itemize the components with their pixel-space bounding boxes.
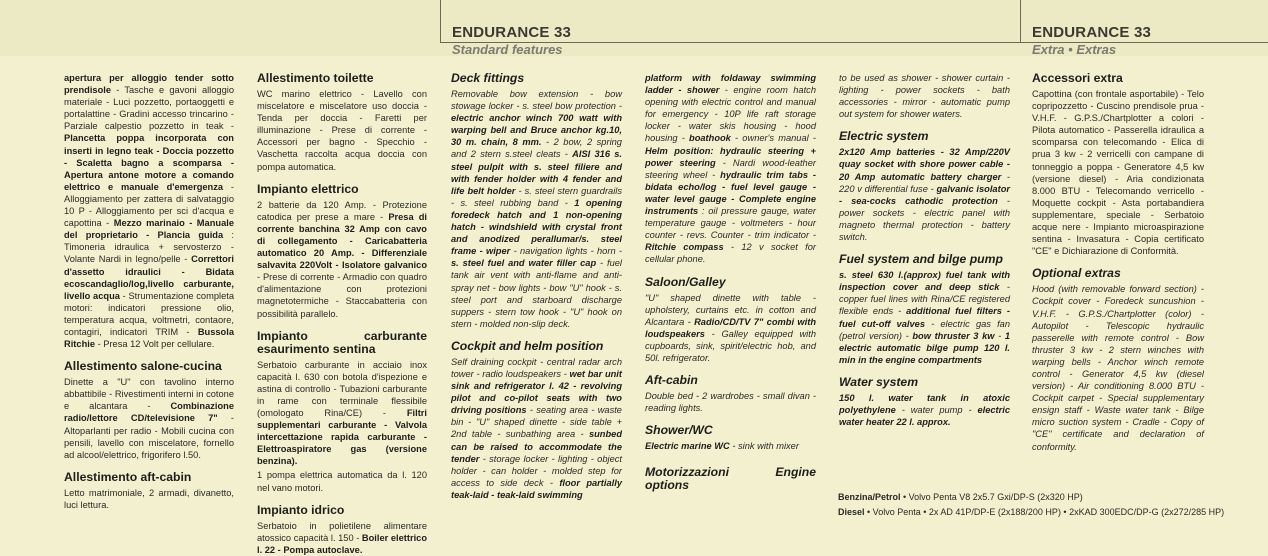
brand-subtitle-right: Extra • Extras	[1032, 42, 1117, 57]
heading-accessori-extra: Accessori extra	[1032, 71, 1123, 85]
col1-paragraph-3: Letto matrimoniale, 2 armadi, divanetto, luci lettura.	[64, 487, 234, 510]
engine-row-petrol: Benzina/Petrol • Volvo Penta V8 2x5.7 Gxi/DP-S (2x320 HP)	[838, 492, 1083, 502]
col6-paragraph-2: Hood (with removable forward section) - Cockpit cover - Foredeck suncushion - V.H.F. - G.P.S./Chartplotter (color) - Autopilot - Telescopic hydraulic passerelle with remote control - Bow thruster 3 kw - 2 stern winches with warping bells - Anchor winch remote control - Generator 4,5 kw (diesel version) - Air conditioning 8.000 BTU - Cockpit carpet - Special supplementary ensign staff - Waste water tank - Bilge micro suction system - Cradle - Copy of "CE" certificate and declaration of conformity.	[1032, 284, 1204, 452]
heading-engine-options: Motorizzazioni Engine options	[645, 465, 816, 493]
header-divider-left	[440, 0, 441, 42]
col6-paragraph-1: Capottina (con frontale asportabile) - Telo copripozzetto - Cuscino prendisole prua - V.H.F. - G.P.S./Chartplotter a colori - Pilota automatico - Passerella idraulica a scomparsa con telecomando - Elica di prua 3 kw - 2 verricelli con campane di tonneggio a poppa - Generatore 4,5 kw (versione diesel) - Aria condizionata 8.000 BTU - Telecomando verricello - Moquette cockpit - Asta portabandiera supplementare, speciale - Serbatoio acque nere - Impianto microaspirazione sentina - Invasatura - Copia certificato "CE" e Dichiarazione di Conformità.	[1032, 89, 1204, 257]
heading-saloon-galley: Saloon/Galley	[645, 274, 726, 289]
heading-optional-extras: Optional extras	[1032, 266, 1121, 281]
brand-title-right: ENDURANCE 33	[1032, 24, 1152, 41]
col3-paragraph-2: Self draining cockpit - central radar arch tower - radio loudspeakers - wet bar unit sink and refrigerator l. 42 - revolving pilot and co-pilot seats with two driving positions - seating area - waste bin - "U" shaped dinette - side table + 2nd table - sunbathing area - sunbed can be raised to accommodate the tender - storage locker - lighting - object holder - can holder - molded step for access to side deck - floor partially teak-laid - teak-laid swimming	[451, 356, 622, 500]
col2-paragraph-3b: 1 pompa elettrica automatica da l. 120 nel vano motori.	[257, 470, 427, 493]
header-divider-right	[1020, 0, 1021, 42]
col1-paragraph-1: apertura per alloggio tender sotto prendisole - Tasche e gavoni alloggio materiale - Luci pozzetto, portaoggetti e portalattine - Gradini accesso trincarino - Parziale calpestio pozzetto in teak - Plancetta poppa incorporata con inserti in legno teak - Doccia pozzetto - Scaletta bagno a scomparsa - Apertura antone motore a comando elettrico e manuale d'emergenza - Alloggiamento per zattera di salvataggio 10 P - Alloggiamento per sci d'acqua e capottina - Mezzo marinaio - Manuale del proprietario - Plancia guida : Timoneria idraulica + servosterzo - Volante Nardi in legno/pelle - Correttori d'assetto idraulici - Bidata ecoscandaglio/log,livello carburante, livello acqua - Strumentazione completa motori: indicatori pressione olio, temperatura acqua, voltmetri, contaore, contagiri, indicatori TRIM - Bussola Ritchie - Presa 12 Volt per cellulare.	[64, 73, 235, 350]
column-5	[839, 72, 1010, 482]
heading-deck-fittings: Deck fittings	[451, 71, 525, 85]
heading-allestimento-toilette: Allestimento toilette	[257, 71, 374, 85]
brand-title-left: ENDURANCE 33	[452, 24, 572, 41]
engine-row-diesel: Diesel • Volvo Penta • 2x AD 41P/DP-E (2x188/200 HP) • 2xKAD 300EDC/DP-G (2x272/285 HP)	[838, 507, 1225, 517]
heading-electric-system: Electric system	[839, 129, 929, 144]
heading-shower-wc: Shower/WC	[645, 423, 713, 438]
col1-paragraph-2: Dinette a "U" con tavolino interno abbattibile - Rivestimenti interni in cotone e alcantara - Combinazione radio/lettore CD/televisione 7" - Altoparlanti per radio - Mobili cucina con pensili, lavello con miscelatore, fornello ad alcool/elettrico, frigorifero l.50.	[64, 377, 234, 460]
col4-paragraph-2: "U" shaped dinette with table - upholstery, curtains etc. in cotton and Alcantara - Radio/CD/TV 7" combi with loudspeakers - Galley equipped with cupboards, sink, spirit/electric hob, and 50l. refrigerator.	[645, 292, 817, 363]
col4-paragraph-1: platform with foldaway swimming ladder - shower - engine room hatch opening with electric control and manual for emergency - 10P life raft storage locker - water skis housing - hood housing - boathook - owner's manual - Helm position: hydraulic steering + power steering - Nardi wood-leather steering wheel - hydraulic trim tabs - bidata echo/log - fuel level gauge - water level gauge - Complete engine instruments : oil pressure gauge, water temperature gauge - voltmeters - hour counter - revs. Counter - trim indicator - Ritchie compass - 12 v socket for cellular phone.	[645, 73, 816, 265]
column-4	[645, 72, 816, 518]
col5-paragraph-3: s. steel 630 l.(approx) fuel tank with inspection cover and deep stick - copper fuel lines with Rina/CE registered flexible ends - additional fuel filters - fuel cut-off valves - electric gas fan (petrol version) - bow thruster 3 kw - 1 electric automatic bilge pump 120 l. min in the engine compartments	[839, 270, 1011, 365]
heading-impianto-carburante: Impianto carburante esaurimento sentina	[257, 328, 427, 356]
col4-paragraph-4: Electric marine WC - sink with mixer	[645, 441, 799, 452]
col2-paragraph-2: 2 batterie da 120 Amp. - Protezione catodica per prese a mare - Presa di corrente banchina 32 Amp con cavo di collegamento - Caricabatteria automatico 20 Amp. - Differenziale salvavita 220Volt - Isolatore galvanico - Prese di corrente - Armadio con quadro d'alimentazione con protezioni magnetotermiche - Staccabatteria con possibilità parallelo.	[257, 199, 427, 319]
col4-paragraph-3: Double bed - 2 wardrobes - small divan - reading lights.	[645, 391, 816, 414]
col2-paragraph-4: Serbatoio in polietilene alimentare atossico capacità l. 150 - Boiler elettrico l. 22 - Pompa autoclave.	[257, 520, 428, 555]
heading-aft-cabin: Aft-cabin	[645, 373, 698, 388]
column-2	[257, 71, 428, 555]
column-3	[451, 72, 622, 518]
heading-water-system: Water system	[839, 374, 919, 389]
col5-paragraph-4: 150 l. water tank in atoxic polyethylene - water pump - electric water heater 22 l. approx.	[839, 392, 1010, 428]
col2-paragraph-1: WC marino elettrico - Lavello con miscelatore e miscelatore uso doccia - Tenda per doccia - Faretti per illuminazione - Prese di corrente - Accessori per bagno - Specchio - Vaschetta raccolta acqua doccia con pompa automatica.	[257, 89, 427, 172]
col5-paragraph-2: 2x120 Amp batteries - 32 Amp/220V quay socket with shore power cable - 20 Amp automatic battery charger - 220 v differential fuse - galvanic isolator - sea-cocks cathodic protection - power sockets - electric panel with magneto thermal protection - battery switch.	[839, 147, 1011, 243]
col5-paragraph-1: to be used as shower - shower curtain - lighting - power sockets - bath accessories - mirror - automatic pump out system for shower waters.	[839, 73, 1010, 120]
heading-allestimento-salone: Allestimento salone-cucina	[64, 359, 222, 374]
column-6	[1032, 72, 1204, 482]
col3-paragraph-1: Removable bow extension - bow stowage locker - s. steel bow protection - electric anchor winch 700 watt with warping bell and Bruce anchor kg.10, 30 m. chain, 8 mm. - 2 bow, 2 spring and 2 stern s.steel cleats - AISI 316 s. steel pulpit with s. steel filiere and with fender holder with 4 fender and life belt holder - s. steel stern guardrails - s. steel rubbing band - 1 opening foredeck hatch and 1 non-opening hatch - windshield with crystal front and anodized perallumar/s. steel frame - wiper - navigation lights - horn - s. steel fuel and water filler cap - fuel tank air vent with anti-flame and anti-spray net - bow lights - bow "U" hook - s. steel port and starboard discharge suppers - stern tow hook - "U" hook on stern - molded non-slip deck.	[451, 89, 622, 329]
col2-paragraph-3: Serbatoio carburante in acciaio inox capacità l. 630 con botola d'ispezione e astina di controllo - Tubazioni carburante in rame con terminale flessibile (omologato Rina/CE) - Filtri supplementari carburante - Valvola intercettazione rapida carburante - Elettroaspiratore gas (versione benzina).	[257, 359, 427, 467]
brand-subtitle-left: Standard features	[452, 42, 563, 57]
heading-impianto-elettrico: Impianto elettrico	[257, 181, 359, 196]
column-1	[64, 72, 234, 518]
engine-options-table	[838, 490, 1224, 520]
heading-impianto-idrico: Impianto idrico	[257, 502, 345, 517]
heading-cockpit-helm: Cockpit and helm position	[451, 338, 604, 353]
heading-allestimento-aft-cabin: Allestimento aft-cabin	[64, 469, 192, 484]
heading-fuel-system: Fuel system and bilge pump	[839, 252, 1003, 267]
